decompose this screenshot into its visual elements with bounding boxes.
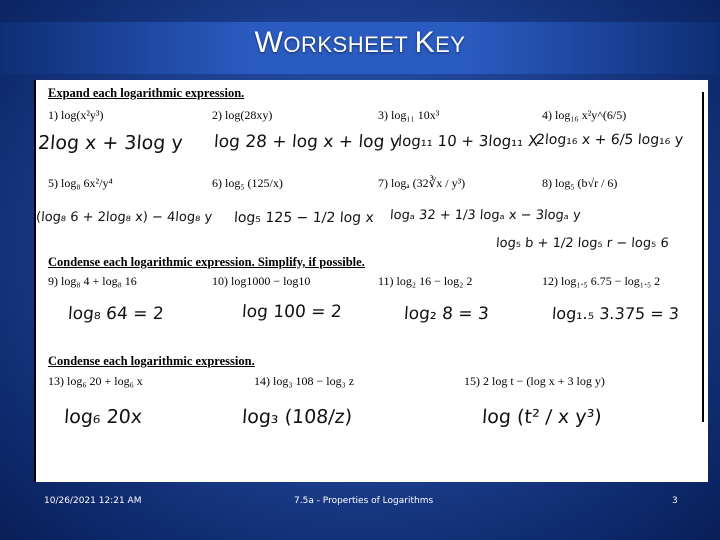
problem-5: 5) log₈ 6x²/y⁴ xyxy=(48,176,113,190)
footer-date: 10/26/2021 12:21 AM xyxy=(44,496,142,506)
sheet-border-right xyxy=(702,92,704,422)
problem-15: 15) 2 log t − (log x + 3 log y) xyxy=(464,374,605,388)
sheet-border-left xyxy=(34,80,36,482)
answer-8: log₅ b + 1/2 log₅ r − log₅ 6 xyxy=(495,236,670,251)
answer-11: log₂ 8 = 3 xyxy=(403,304,490,324)
title-letter: W xyxy=(254,26,284,59)
answer-5: (log₈ 6 + 2log₈ x) − 4log₈ y xyxy=(35,210,213,225)
problem-4: 4) log₁₆ x²y^(6/5) xyxy=(542,108,627,122)
answer-13: log₆ 20x xyxy=(63,406,143,428)
answer-7: logₐ 32 + 1/3 logₐ x − 3logₐ y xyxy=(389,208,582,223)
answer-15: log (t² / x y³) xyxy=(481,406,603,428)
answer-6: log₅ 125 − 1/2 log x xyxy=(233,210,375,226)
title-letter: K xyxy=(414,26,436,59)
worksheet-image xyxy=(34,80,708,482)
problem-9: 9) log₈ 4 + log₈ 16 xyxy=(48,274,137,288)
problem-10: 10) log1000 − log10 xyxy=(212,274,311,288)
problem-11: 11) log₂ 16 − log₂ 2 xyxy=(378,274,473,288)
answer-3: log₁₁ 10 + 3log₁₁ X xyxy=(397,132,539,150)
footer-title: 7.5a - Properties of Logarithms xyxy=(294,496,434,506)
problem-2: 2) log(28xy) xyxy=(212,108,273,122)
problem-1: 1) log(x²y³) xyxy=(48,108,104,122)
condense-heading: Condense each logarithmic expression. xyxy=(48,354,255,368)
answer-1: 2log x + 3log y xyxy=(37,132,184,154)
problem-14: 14) log₃ 108 − log₃ z xyxy=(254,374,355,388)
problem-6: 6) log₅ (125/x) xyxy=(212,176,283,190)
problem-8: 8) log₅ (b√r / 6) xyxy=(542,176,618,190)
problem-7: 7) logₐ (32∛x / y³) xyxy=(378,176,466,190)
problem-13: 13) log₆ 20 + log₆ x xyxy=(48,374,143,388)
answer-2: log 28 + log x + log y xyxy=(213,132,401,152)
condense-simplify-heading: Condense each logarithmic expression. Simplify, if possible. xyxy=(48,255,365,269)
title-word: EY xyxy=(435,32,466,57)
answer-10: log 100 = 2 xyxy=(241,302,343,322)
expand-heading: Expand each logarithmic expression. xyxy=(48,86,245,100)
problem-3: 3) log₁₁ 10x³ xyxy=(378,108,440,122)
problem-12: 12) log₁.₅ 6.75 − log₁.₅ 2 xyxy=(542,274,661,288)
answer-12: log₁.₅ 3.375 = 3 xyxy=(551,304,680,323)
answer-4: 2log₁₆ x + 6/5 log₁₆ y xyxy=(535,132,684,148)
footer-page-number: 3 xyxy=(672,496,678,506)
answer-14: log₃ (108/z) xyxy=(241,406,353,428)
answer-9: log₈ 64 = 2 xyxy=(67,304,165,324)
slide-title xyxy=(0,26,720,60)
title-word: ORKSHEET xyxy=(283,32,415,57)
